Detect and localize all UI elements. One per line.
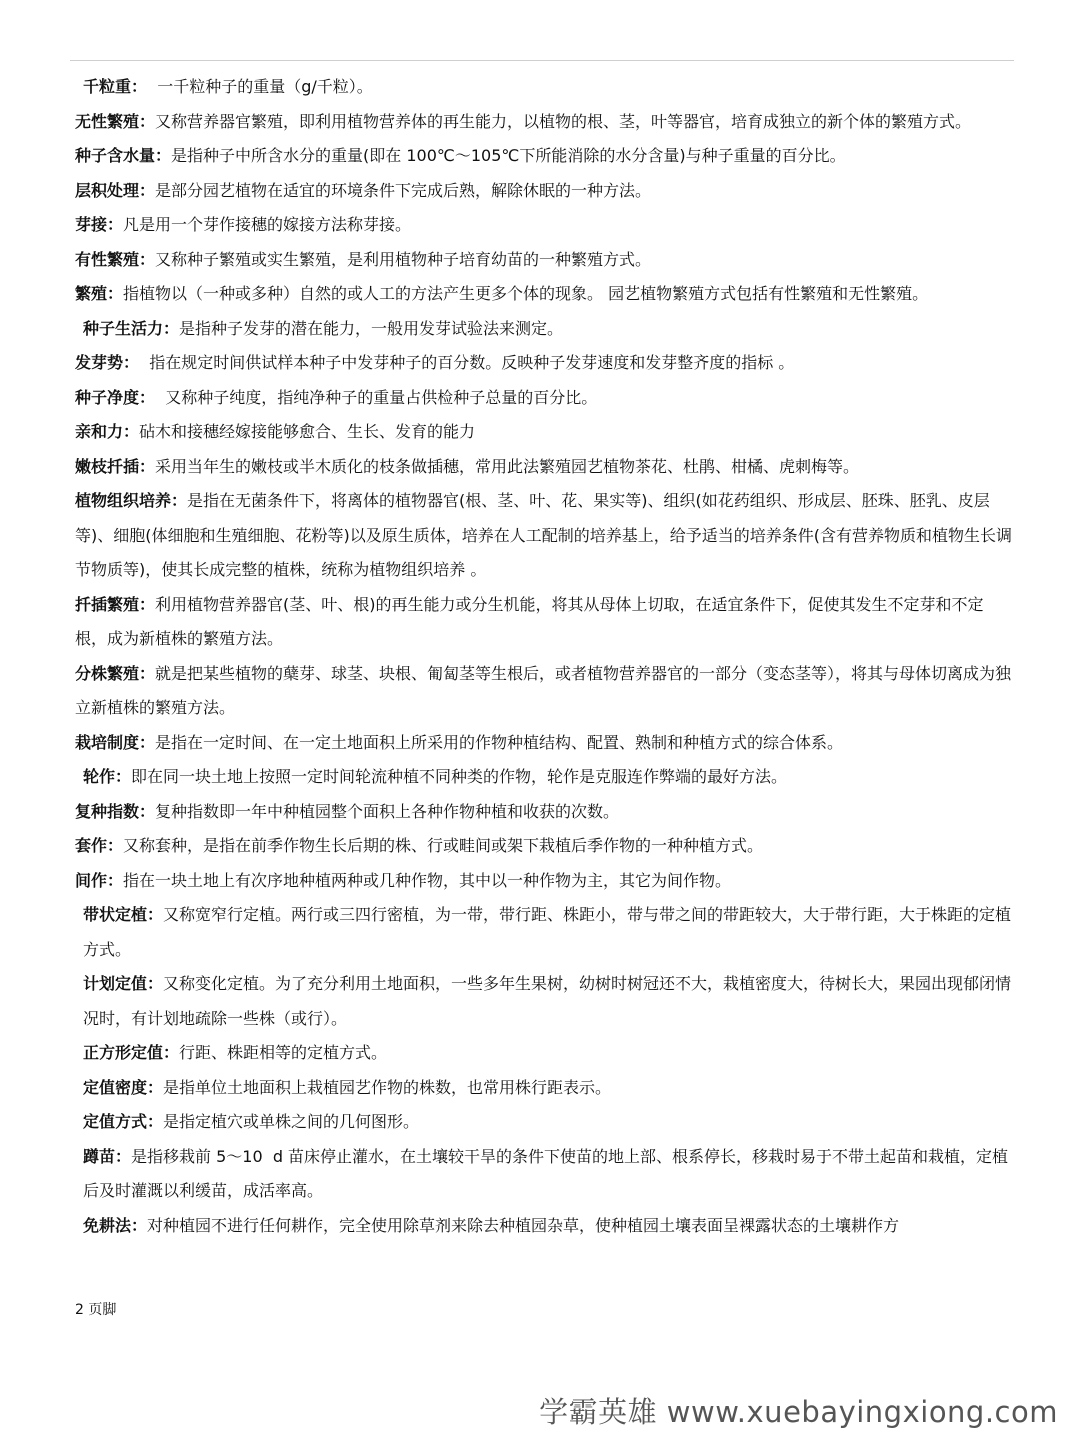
- entry-definition: 又称套种，是指在前季作物生长后期的株、行或畦间或架下栽植后季作物的一种种植方式。: [123, 836, 764, 855]
- entry-term: 种子净度：: [75, 387, 156, 407]
- glossary-entry: [75, 70, 1015, 105]
- entry-term: 无性繁殖：: [75, 111, 156, 131]
- glossary-entry: [75, 243, 1015, 278]
- entry-term: 芽接：: [75, 215, 124, 234]
- entry-term: 栽培制度：: [75, 732, 156, 752]
- glossary-entry: [75, 450, 1015, 485]
- glossary-entry: [75, 898, 1015, 967]
- entry-term: 有性繁殖：: [75, 249, 156, 269]
- page-footer: 2 页脚: [75, 1302, 117, 1318]
- glossary-entry: [75, 1140, 1015, 1209]
- glossary-entry: [75, 829, 1015, 864]
- entry-definition: 指在一块土地上有次序地种植两种或几种作物，其中以一种作物为主，其它为间作物。: [123, 870, 732, 890]
- glossary-entry: [75, 415, 1015, 450]
- entry-term: 层积处理：: [75, 180, 156, 200]
- entry-term: 发芽势：: [75, 353, 140, 372]
- entry-definition: 又称种子纯度，指纯净种子的重量占供检种子总量的百分比。: [155, 387, 598, 407]
- glossary-list: [75, 70, 1015, 1243]
- entry-definition: 指在规定时间供试样本种子中发芽种子的百分数。反映种子发芽速度和发芽整齐度的指标 。: [139, 353, 795, 372]
- entry-definition: 利用植物营养器官(茎、叶、根)的再生能力或分生机能，将其从母体上切取，在适宜条件下，促使其发生不定芽和不定根，成为新植株的繁殖方法。: [75, 594, 984, 648]
- glossary-entry: [75, 208, 1015, 243]
- entry-term: 免耕法：: [83, 1215, 148, 1235]
- glossary-entry: [75, 484, 1015, 588]
- entry-term: 轮作：: [83, 767, 132, 786]
- entry-term: 定值方式：: [83, 1112, 164, 1131]
- glossary-entry: [75, 1105, 1015, 1140]
- entry-definition: 采用当年生的嫩枝或半木质化的枝条做插穗，常用此法繁殖园艺植物茶花、杜鹃、柑橘、虎刺梅等。: [155, 456, 860, 476]
- entry-definition: 又称营养器官繁殖，即利用植物营养体的再生能力，以植物的根、茎，叶等器官，培育成独立的新个体的繁殖方式。: [155, 111, 972, 131]
- glossary-entry: [75, 1209, 1015, 1244]
- glossary-entry: [75, 105, 1015, 140]
- glossary-entry: [75, 864, 1015, 899]
- glossary-entry: [75, 726, 1015, 761]
- entry-definition: 凡是用一个芽作接穗的嫁接方法称芽接。: [123, 215, 412, 234]
- glossary-entry: [75, 795, 1015, 830]
- glossary-entry: [75, 967, 1015, 1036]
- entry-definition: 是指在无菌条件下，将离体的植物器官(根、茎、叶、花、果实等)、组织(如花药组织、形成层、胚珠、胚乳、皮层等)、细胞(体细胞和生殖细胞、花粉等)以及原生质体，培养在人工配制的培养基上，给予适当的培养条件(含有营养物质和植物生长调节物质等)，使其长成完整的植株，统称为植物组织培养 。: [75, 491, 1012, 579]
- entry-term: 分株繁殖：: [75, 663, 156, 683]
- entry-term: 繁殖：: [75, 284, 124, 303]
- entry-term: 带状定植：: [83, 905, 164, 924]
- glossary-entry: [75, 1036, 1015, 1071]
- entry-definition: 即在同一块土地上按照一定时间轮流种植不同种类的作物，轮作是克服连作弊端的最好方法。: [131, 767, 788, 786]
- entry-definition: 是指移栽前 5～10 d 苗床停止灌水，在土壤较干旱的条件下使苗的地上部、根系停长，移栽时易于不带土起苗和栽植，定植后及时灌溉以利缓苗，成活率高。: [83, 1146, 1009, 1200]
- entry-definition: 又称变化定植。为了充分利用土地面积，一些多年生果树，幼树时树冠还不大，栽植密度大，待树长大，果园出现郁闭情况时，有计划地疏除一些株（或行）。: [83, 974, 1012, 1028]
- glossary-entry: [75, 346, 1015, 381]
- entry-term: 植物组织培养：: [75, 491, 188, 510]
- glossary-entry: [75, 381, 1015, 416]
- glossary-entry: [75, 588, 1015, 657]
- glossary-entry: [75, 139, 1015, 174]
- entry-definition: 是指种子发芽的潜在能力，一般用发芽试验法来测定。: [179, 318, 564, 338]
- entry-term: 亲和力：: [75, 422, 140, 441]
- entry-definition: 对种植园不进行任何耕作，完全使用除草剂来除去种植园杂草，使种植园土壤表面呈裸露状态的土壤耕作方: [147, 1215, 900, 1235]
- header-rule: [70, 60, 1014, 61]
- entry-term: 蹲苗：: [83, 1146, 132, 1166]
- entry-term: 嫩枝扦插：: [75, 456, 156, 476]
- entry-definition: 是指定植穴或单株之间的几何图形。: [163, 1112, 420, 1131]
- glossary-entry: [75, 312, 1015, 347]
- entry-term: 正方形定值：: [83, 1043, 180, 1062]
- glossary-entry: [75, 174, 1015, 209]
- entry-term: 复种指数：: [75, 801, 156, 821]
- watermark: 学霸英雄 www.xuebayingxiong.com: [539, 1395, 1058, 1429]
- entry-definition: 行距、株距相等的定植方式。: [179, 1043, 388, 1062]
- entry-definition: 指植物以（一种或多种）自然的或人工的方法产生更多个体的现象。 园艺植物繁殖方式包括有性繁殖和无性繁殖。: [123, 284, 929, 303]
- entry-term: 计划定值：: [83, 974, 164, 993]
- glossary-entry: [75, 657, 1015, 726]
- entry-term: 套作：: [75, 836, 124, 855]
- glossary-entry: [75, 760, 1015, 795]
- entry-term: 间作：: [75, 870, 124, 890]
- entry-definition: 又称种子繁殖或实生繁殖，是利用植物种子培育幼苗的一种繁殖方式。: [155, 249, 652, 269]
- entry-term: 扦插繁殖：: [75, 594, 156, 614]
- glossary-entry: [75, 1071, 1015, 1106]
- entry-definition: 砧木和接穗经嫁接能够愈合、生长、发育的能力: [139, 422, 476, 441]
- entry-definition: 是指种子中所含水分的重量(即在 100℃～105℃下所能消除的水分含量)与种子重量的百分比。: [171, 146, 846, 165]
- entry-definition: 是指单位土地面积上栽植园艺作物的株数，也常用株行距表示。: [163, 1077, 612, 1097]
- entry-definition: 又称宽窄行定植。两行或三四行密植，为一带，带行距、株距小，带与带之间的带距较大，大于带行距，大于株距的定植方式。: [83, 905, 1012, 959]
- entry-definition: 一千粒种子的重量（g/千粒）。: [147, 77, 373, 96]
- entry-definition: 就是把某些植物的蘖芽、球茎、块根、匍匐茎等生根后，或者植物营养器官的一部分（变态茎等），将其与母体切离成为独立新植株的繁殖方法。: [75, 663, 1012, 717]
- entry-definition: 复种指数即一年中种植园整个面积上各种作物种植和收获的次数。: [155, 801, 620, 821]
- entry-definition: 是部分园艺植物在适宜的环境条件下完成后熟，解除休眠的一种方法。: [155, 180, 652, 200]
- entry-definition: 是指在一定时间、在一定土地面积上所采用的作物种植结构、配置、熟制和种植方式的综合体系。: [155, 732, 844, 752]
- entry-term: 种子生活力：: [83, 318, 180, 338]
- entry-term: 种子含水量：: [75, 146, 172, 165]
- entry-term: 定值密度：: [83, 1077, 164, 1097]
- glossary-entry: [75, 277, 1015, 312]
- entry-term: 千粒重：: [83, 77, 148, 96]
